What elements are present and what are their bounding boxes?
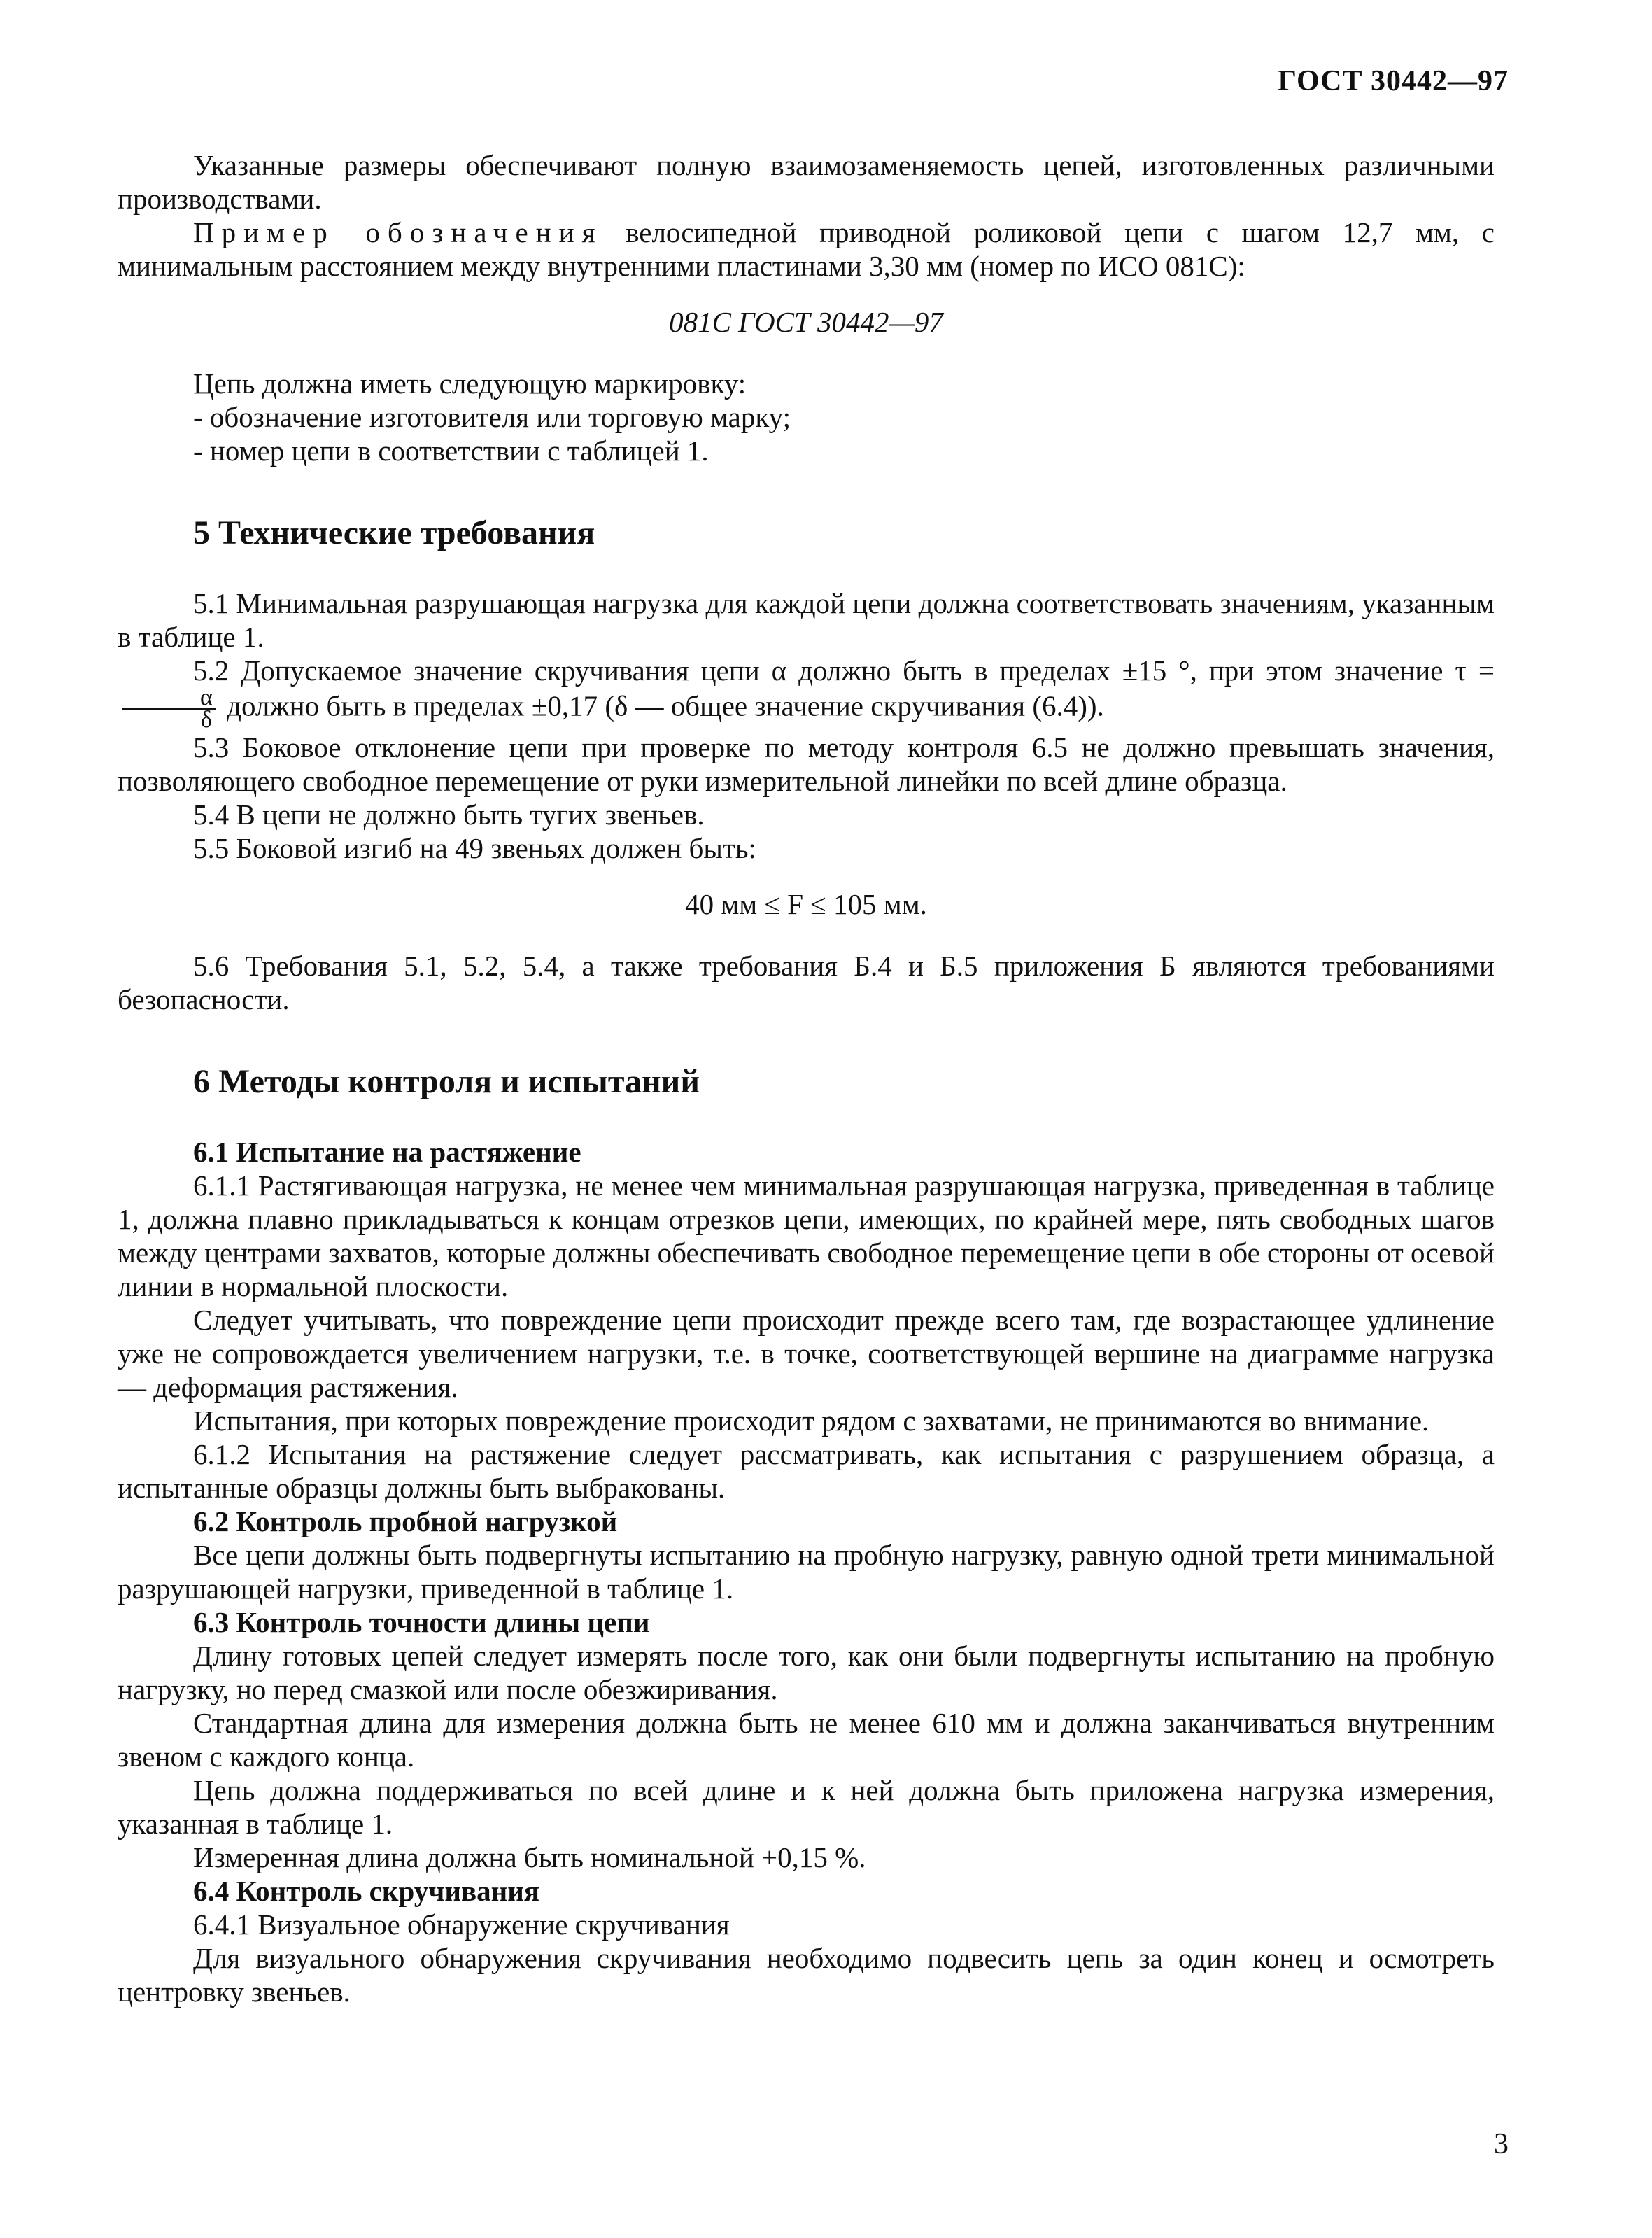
paragraph-5-3: 5.3 Боковое отклонение цепи при проверке по методу контроля 6.5 не должно превышать значения, позволяющего свободное перемещение от руки измерительной линейки по всей длине образца.: [118, 731, 1495, 797]
fraction-denominator: δ: [200, 707, 212, 733]
section-6-title: 6 Методы контроля и испытаний: [193, 1063, 700, 1100]
chain-designation: 081С ГОСТ 30442—97: [669, 306, 943, 338]
paragraph-5-2: [118, 654, 1495, 731]
marking-item-manufacturer: - обозначение изготовителя или торговую марку;: [193, 401, 791, 433]
marking-item-number: - номер цепи в соответствии с таблицей 1.: [193, 435, 709, 467]
page-content: [118, 148, 1495, 2008]
paragraph-6-1-1: 6.1.1 Растягивающая нагрузка, не менее чем минимальная разрушающая нагрузка, приведенная в таблице 1, должна плавно прикладываться к концам отрезков цепи, имеющих, по крайней мере, пять свободных шагов между центрами захватов, которые должны обеспечивать свободное перемещение цепи в обе стороны от осевой линии в нормальной плоскости.: [118, 1169, 1495, 1302]
paragraph-6-4-1-text: Для визуального обнаружения скручивания необходимо подвесить цепь за один конец и осмотреть центровку звеньев.: [118, 1942, 1495, 2008]
paragraph-6-3-tolerance: Измеренная длина должна быть номинальной +0,15 %.: [193, 1841, 866, 1873]
paragraph-6-3-length: Стандартная длина для измерения должна быть не менее 610 мм и должна заканчиваться внутренним звеном с каждого конца.: [118, 1707, 1495, 1773]
paragraph-5-6: 5.6 Требования 5.1, 5.2, 5.4, а также требования Б.4 и Б.5 приложения Б являются требованиями безопасности.: [118, 950, 1495, 1015]
paragraph-marking-intro: Цепь должна иметь следующую маркировку:: [193, 367, 747, 400]
paragraph-5-5: 5.5 Боковой изгиб на 49 звеньях должен быть:: [193, 832, 756, 864]
tau-fraction: [122, 684, 216, 733]
subsection-6-2-title: 6.2 Контроль пробной нагрузкой: [193, 1505, 618, 1537]
example-label: Пример обозначения: [193, 216, 603, 248]
paragraph-6-3-measure: Длину готовых цепей следует измерять после того, как они были подвергнуты испытанию на пробную нагрузку, но перед смазкой или после обезжиривания.: [118, 1640, 1495, 1705]
bend-formula: 40 мм ≤ F ≤ 105 мм.: [685, 888, 927, 920]
subsection-6-4-title: 6.4 Контроль скручивания: [193, 1875, 540, 1907]
example-text: велосипедной приводной роликовой цепи с шагом 12,7 мм, с минимальным расстоянием между внутренними пластинами 3,30 мм (номер по ИСО 081С):: [118, 216, 1495, 282]
paragraph-6-2: Все цепи должны быть подвергнуты испытанию на пробную нагрузку, равную одной трети минимальной разрушающей нагрузки, приведенной в таблице 1.: [118, 1539, 1495, 1605]
paragraph-5-2-end: должно быть в пределах ±0,17 (δ — общее значение скручивания (6.4)).: [219, 689, 1104, 722]
document-header-id: ГОСТ 30442—97: [1278, 65, 1509, 97]
subsection-6-3-title: 6.3 Контроль точности длины цепи: [193, 1606, 650, 1638]
section-5-title: 5 Технические требования: [193, 514, 595, 551]
subsection-6-1-title: 6.1 Испытание на растяжение: [193, 1136, 581, 1168]
page-number: 3: [1494, 2128, 1509, 2160]
fraction-numerator: α: [122, 687, 216, 710]
paragraph-6-1-2: 6.1.2 Испытания на растяжение следует рассматривать, как испытания с разрушением образца, а испытанные образцы должны быть выбракованы.: [118, 1438, 1495, 1504]
paragraph-6-3-support: Цепь должна поддерживаться по всей длине и к ней должна быть приложена нагрузка измерения, указанная в таблице 1.: [118, 1774, 1495, 1840]
paragraph-example: [118, 216, 1495, 283]
paragraph-5-4: 5.4 В цепи не должно быть тугих звеньев.: [193, 798, 705, 831]
paragraph-5-2-start: 5.2 Допускаемое значение скручивания цепи α должно быть в пределах ±15 °, при этом значение τ =: [193, 654, 1495, 687]
paragraph-6-1-1-damage: Следует учитывать, что повреждение цепи происходит прежде всего там, где возрастающее удлинение уже не сопровождается увеличением нагрузки, т.е. в точке, соответствующей вершине на диаграмме нагрузка — деформация растяжения.: [118, 1304, 1495, 1403]
paragraph-interchangeability: Указанные размеры обеспечивают полную взаимозаменяемость цепей, изготовленных различными производствами.: [118, 149, 1495, 215]
paragraph-6-4-1-title: 6.4.1 Визуальное обнаружение скручивания: [193, 1908, 730, 1941]
paragraph-6-1-1-grips: Испытания, при которых повреждение происходит рядом с захватами, не принимаются во внимание.: [193, 1405, 1429, 1437]
paragraph-5-1: 5.1 Минимальная разрушающая нагрузка для каждой цепи должна соответствовать значениям, указанным в таблице 1.: [118, 587, 1495, 653]
